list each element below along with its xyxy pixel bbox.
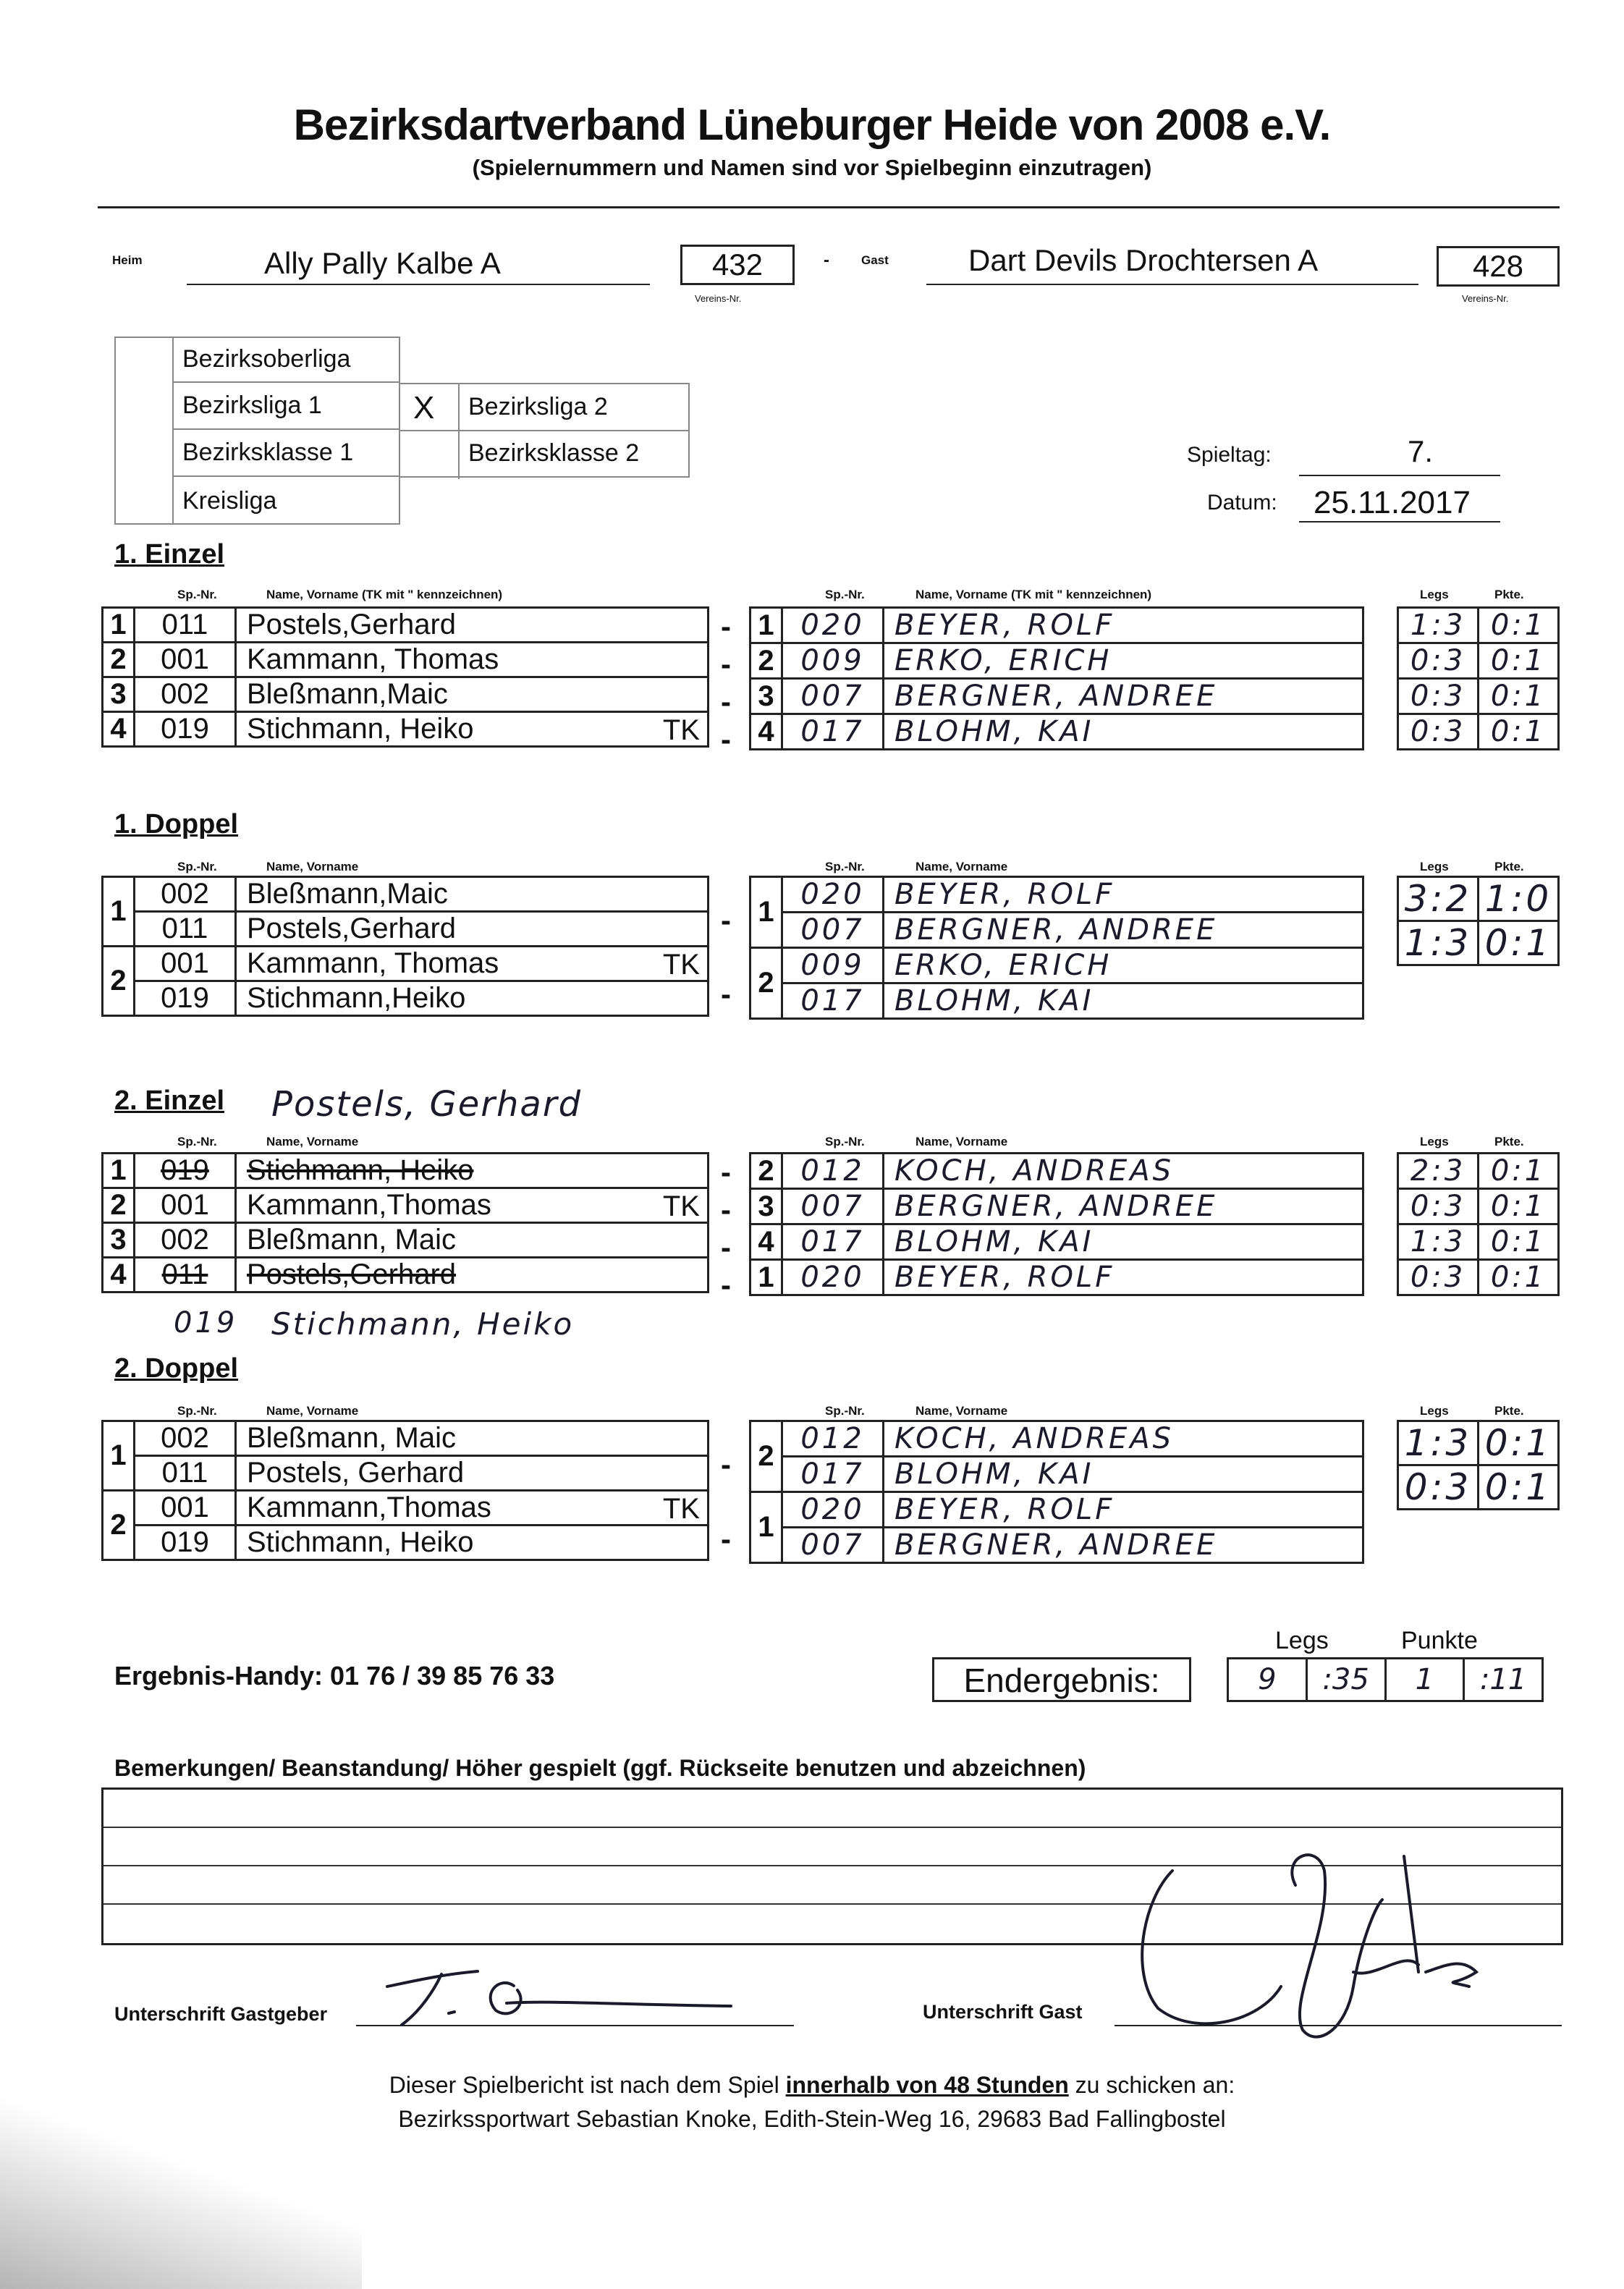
e2-pkte-hdr: Pkte. [1494, 1135, 1524, 1148]
table-row [750, 1154, 1363, 1189]
player-name-text: Stichmann, Heiko [247, 713, 474, 745]
table-row [750, 1492, 1363, 1528]
pair-number: 1 [103, 877, 135, 947]
einzel2-score-table [1397, 1152, 1560, 1296]
player-name-text: Kammann,Thomas [247, 1492, 491, 1523]
home-team: Ally Pally Kalbe A [264, 246, 501, 280]
row-number: 4 [103, 1258, 135, 1292]
legs-score: 0:3 [1398, 1465, 1479, 1510]
player-name: BERGNER, ANDREE [884, 1189, 1363, 1224]
spieltag-line [1299, 475, 1500, 476]
player-name [236, 677, 709, 712]
footer-line-1 [0, 2072, 1624, 2099]
player-name: BERGNER, ANDREE [884, 679, 1363, 714]
league-kreisliga[interactable]: Kreisliga [182, 486, 277, 515]
table-row [1398, 1189, 1559, 1224]
row-number: 2 [103, 1188, 135, 1223]
table-row [103, 947, 709, 981]
legs-score: 0:3 [1398, 714, 1479, 750]
tk-mark: TK [662, 1493, 700, 1525]
table-row [750, 877, 1363, 913]
player-name: KOCH, ANDREAS [884, 1421, 1363, 1457]
table-row [1398, 608, 1559, 643]
player-number: 011 [135, 608, 236, 643]
e1-pkte-hdr: Pkte. [1494, 588, 1524, 601]
player-number: 011 [135, 1258, 236, 1292]
result-legs-label: Legs [1275, 1627, 1329, 1654]
player-name: BEYER, ROLF [884, 1260, 1363, 1295]
datum-value: 25.11.2017 [1314, 485, 1471, 520]
player-name-text: Stichmann, Heiko [247, 1526, 474, 1558]
doppel2-home-table [101, 1420, 709, 1561]
player-name [236, 1456, 709, 1491]
table-row [1398, 1224, 1559, 1260]
player-number: 020 [782, 877, 884, 913]
legs-score: 3:2 [1398, 877, 1479, 921]
d2-dash-1: - [721, 1447, 731, 1481]
e1-dashes [721, 608, 731, 758]
player-name: BLOHM, KAI [884, 1457, 1363, 1492]
legs-score: 1:3 [1398, 921, 1479, 965]
einzel1-score-table [1397, 606, 1560, 750]
player-name: KOCH, ANDREAS [884, 1154, 1363, 1189]
points-score: 0:1 [1479, 679, 1559, 714]
doppel2-guest-table [749, 1420, 1364, 1564]
d1-home-spnr-hdr: Sp.-Nr. [177, 860, 217, 873]
player-name: BLOHM, KAI [884, 714, 1363, 750]
row-number: 2 [750, 1154, 782, 1189]
player-number: 019 [135, 1154, 236, 1188]
table-row [1398, 714, 1559, 750]
d2-pkte-hdr: Pkte. [1494, 1404, 1524, 1418]
player-name: BLOHM, KAI [884, 1224, 1363, 1260]
player-name-text: Bleßmann,Maic [247, 878, 448, 910]
d2-guest-name-hdr: Name, Vorname [915, 1404, 1008, 1418]
player-number: 002 [135, 677, 236, 712]
league-bezirksklasse-2[interactable]: Bezirksklasse 2 [468, 439, 640, 467]
tk-mark: TK [662, 1190, 700, 1222]
points-score: 0:1 [1479, 643, 1559, 679]
row-number: 4 [103, 712, 135, 747]
table-row [103, 1456, 709, 1491]
player-name [236, 1223, 709, 1258]
row-number: 1 [750, 608, 782, 643]
player-number: 002 [135, 877, 236, 912]
e1-home-name-hdr: Name, Vorname (TK mit " kennzeichnen) [266, 588, 503, 601]
table-row [103, 608, 709, 643]
final-legs-guest: :35 [1306, 1659, 1384, 1700]
table-row [1398, 679, 1559, 714]
player-name: BERGNER, ANDREE [884, 1528, 1363, 1563]
player-name [236, 1258, 709, 1292]
final-points-guest: :11 [1463, 1659, 1541, 1700]
player-name-text: Postels,Gerhard [247, 609, 457, 640]
player-number: 019 [135, 981, 236, 1016]
table-row [750, 913, 1363, 948]
row-number: 1 [750, 1260, 782, 1295]
einzel1-home-table [101, 606, 709, 748]
e1-legs-hdr: Legs [1420, 588, 1449, 601]
pair-number: 2 [103, 947, 135, 1016]
host-signature-label: Unterschrift Gastgeber [114, 2003, 328, 2025]
points-score: 1:0 [1479, 877, 1559, 921]
player-name-text: Stichmann,Heiko [247, 982, 466, 1014]
replacement-player-name: Stichmann, Heiko [271, 1306, 575, 1342]
d1-legs-hdr: Legs [1420, 860, 1449, 873]
home-club-no: 432 [680, 245, 795, 285]
table-row [750, 608, 1363, 643]
e1-guest-name-hdr: Name, Vorname (TK mit " kennzeichnen) [915, 588, 1152, 601]
pair-number: 1 [750, 1492, 782, 1563]
e2-guest-name-hdr: Name, Vorname [915, 1135, 1008, 1148]
player-number: 011 [135, 1456, 236, 1491]
legs-score: 1:3 [1398, 608, 1479, 643]
player-name [236, 877, 709, 912]
player-number: 019 [135, 712, 236, 747]
dash: - [721, 1155, 731, 1189]
doppel1-score-table [1397, 876, 1560, 966]
row-number: 1 [103, 1154, 135, 1188]
document-subtitle: (Spielernummern und Namen sind vor Spielbeginn einzutragen) [472, 155, 1152, 180]
player-number: 001 [135, 643, 236, 677]
table-row [1398, 1260, 1559, 1295]
player-number: 020 [782, 1260, 884, 1295]
table-row [103, 1526, 709, 1560]
result-points-label: Punkte [1401, 1627, 1478, 1654]
table-row [750, 1421, 1363, 1457]
datum-line [1299, 521, 1500, 522]
player-number: 007 [782, 1189, 884, 1224]
final-points-home: 1 [1384, 1659, 1463, 1700]
player-number: 009 [782, 948, 884, 983]
dash: - [721, 647, 731, 681]
player-number: 007 [782, 679, 884, 714]
player-number: 012 [782, 1421, 884, 1457]
spieltag-label: Spieltag: [1187, 443, 1272, 467]
player-number: 001 [135, 1188, 236, 1223]
table-row [750, 1457, 1363, 1492]
pair-number: 1 [103, 1421, 135, 1491]
player-number: 020 [782, 608, 884, 643]
d2-home-spnr-hdr: Sp.-Nr. [177, 1404, 217, 1418]
einzel1-guest-table [749, 606, 1364, 750]
tk-mark: TK [662, 949, 700, 981]
row-number: 3 [750, 679, 782, 714]
pair-number: 2 [103, 1491, 135, 1560]
table-row [750, 1189, 1363, 1224]
footer-line-2: Bezirkssportwart Sebastian Knoke, Edith-Stein-Weg 16, 29683 Bad Fallingbostel [398, 2106, 1226, 2132]
table-row [103, 1421, 709, 1456]
d1-dash-2: - [721, 977, 731, 1011]
home-club-no-label: Vereins-Nr. [695, 293, 742, 304]
player-name-text: Bleßmann, Maic [247, 1422, 456, 1454]
remarks-line [103, 1827, 1561, 1828]
table-row [750, 1224, 1363, 1260]
table-row [103, 677, 709, 712]
player-number: 017 [782, 1457, 884, 1492]
player-number: 019 [135, 1526, 236, 1560]
player-name [236, 1526, 709, 1560]
table-row [750, 1260, 1363, 1295]
player-name-text: Kammann, Thomas [247, 947, 499, 979]
doppel1-title: 1. Doppel [114, 809, 239, 839]
legs-score: 2:3 [1398, 1154, 1479, 1189]
dash: - [721, 1230, 731, 1264]
player-name-text: Bleßmann, Maic [247, 1224, 456, 1256]
player-number: 017 [782, 714, 884, 750]
league-bezirksoberliga[interactable]: Bezirksoberliga [172, 337, 400, 383]
player-name-text: Stichmann, Heiko [247, 1154, 474, 1186]
table-row [1398, 643, 1559, 679]
points-score: 0:1 [1479, 1465, 1559, 1510]
guest-club-no: 428 [1437, 246, 1560, 287]
player-name [236, 1491, 709, 1526]
points-score: 0:1 [1479, 1154, 1559, 1189]
player-number: 009 [782, 643, 884, 679]
einzel2-title: 2. Einzel [114, 1086, 225, 1116]
player-name: BEYER, ROLF [884, 1492, 1363, 1528]
einzel2-home-table [101, 1152, 709, 1293]
table-row [103, 912, 709, 947]
player-number: 020 [782, 1492, 884, 1528]
points-score: 0:1 [1479, 1189, 1559, 1224]
table-row [750, 643, 1363, 679]
e1-guest-spnr-hdr: Sp.-Nr. [825, 588, 865, 601]
player-name [236, 1188, 709, 1223]
player-name-text: Kammann, Thomas [247, 643, 499, 675]
d1-guest-spnr-hdr: Sp.-Nr. [825, 860, 865, 873]
table-row [750, 714, 1363, 750]
player-name-text: Kammann,Thomas [247, 1189, 491, 1221]
einzel2-handwritten-note: Postels, Gerhard [271, 1084, 583, 1125]
player-name [236, 1154, 709, 1188]
home-label: Heim [112, 253, 143, 267]
row-number: 1 [103, 608, 135, 643]
row-number: 2 [103, 643, 135, 677]
player-number: 001 [135, 947, 236, 981]
doppel1-guest-table [749, 876, 1364, 1020]
player-name [236, 981, 709, 1016]
player-name-text: Postels, Gerhard [247, 1457, 465, 1489]
footer-text: Dieser Spielbericht ist nach dem Spiel [389, 2072, 779, 2098]
player-name-text: Postels,Gerhard [247, 1258, 457, 1290]
d1-guest-name-hdr: Name, Vorname [915, 860, 1008, 873]
table-row [103, 1188, 709, 1223]
result-phone: Ergebnis-Handy: 01 76 / 39 85 76 33 [114, 1661, 555, 1691]
table-row [103, 981, 709, 1016]
remarks-label: Bemerkungen/ Beanstandung/ Höher gespielt (ggf. Rückseite benutzen und abzeichnen) [114, 1755, 1086, 1781]
row-number: 3 [103, 1223, 135, 1258]
table-row [103, 877, 709, 912]
dash: - [721, 722, 731, 756]
player-number: 007 [782, 913, 884, 948]
guest-signature-label: Unterschrift Gast [923, 2001, 1083, 2023]
e2-guest-spnr-hdr: Sp.-Nr. [825, 1135, 865, 1148]
table-row [750, 948, 1363, 983]
player-name [236, 643, 709, 677]
player-name: ERKO, ERICH [884, 643, 1363, 679]
d2-legs-hdr: Legs [1420, 1404, 1449, 1418]
home-team-line [187, 284, 650, 285]
document-title: Bezirksdartverband Lüneburger Heide von 2008 e.V. [293, 101, 1331, 149]
legs-score: 0:3 [1398, 643, 1479, 679]
vs-separator: - [824, 250, 829, 270]
final-result-label: Endergebnis: [932, 1657, 1191, 1702]
player-name: BEYER, ROLF [884, 608, 1363, 643]
einzel1-title: 1. Einzel [114, 539, 225, 570]
player-number: 002 [135, 1223, 236, 1258]
d2-guest-spnr-hdr: Sp.-Nr. [825, 1404, 865, 1418]
player-name: ERKO, ERICH [884, 948, 1363, 983]
e2-legs-hdr: Legs [1420, 1135, 1449, 1148]
pair-number: 2 [750, 1421, 782, 1492]
guest-club-no-label: Vereins-Nr. [1462, 293, 1509, 304]
league-selector-right [400, 383, 690, 478]
points-score: 0:1 [1479, 1421, 1559, 1465]
player-name [236, 947, 709, 981]
spieltag-value: 7. [1408, 434, 1434, 468]
dash: - [721, 1193, 731, 1227]
table-row [750, 1528, 1363, 1563]
dash: - [721, 685, 731, 719]
row-number: 4 [750, 714, 782, 750]
table-row [103, 1223, 709, 1258]
datum-label: Datum: [1207, 491, 1277, 515]
final-legs-home: 9 [1258, 1663, 1277, 1696]
points-score: 0:1 [1479, 921, 1559, 965]
player-name-text: Postels,Gerhard [247, 913, 457, 944]
table-row [750, 679, 1363, 714]
league-mark: X [413, 390, 435, 426]
guest-signature [1115, 1842, 1505, 2052]
points-score: 0:1 [1479, 1260, 1559, 1295]
e2-home-spnr-hdr: Sp.-Nr. [177, 1135, 217, 1148]
league-bezirksliga-1[interactable]: Bezirksliga 1 [172, 383, 400, 430]
player-number: 011 [135, 912, 236, 947]
table-row [103, 1491, 709, 1526]
player-name-text: Bleßmann,Maic [247, 678, 448, 710]
dash: - [721, 1268, 731, 1302]
footer-emphasis: innerhalb von 48 Stunden [785, 2072, 1069, 2098]
table-row [750, 983, 1363, 1019]
host-signature [362, 1954, 738, 2034]
table-row [103, 643, 709, 677]
legs-score: 1:3 [1398, 1224, 1479, 1260]
replacement-player-number: 019 [174, 1306, 238, 1340]
pair-number: 2 [750, 948, 782, 1019]
player-number: 002 [135, 1421, 236, 1456]
table-row [1398, 1154, 1559, 1189]
d2-home-name-hdr: Name, Vorname [266, 1404, 359, 1418]
doppel2-score-table [1397, 1420, 1560, 1510]
legs-score: 0:3 [1398, 1260, 1479, 1295]
guest-label: Gast [861, 253, 889, 267]
table-row [103, 1154, 709, 1188]
row-number: 4 [750, 1224, 782, 1260]
player-number: 017 [782, 1224, 884, 1260]
einzel2-guest-table [749, 1152, 1364, 1296]
guest-team-line [926, 284, 1418, 285]
player-number: 007 [782, 1528, 884, 1563]
final-result-box [1227, 1657, 1544, 1702]
points-score: 0:1 [1479, 608, 1559, 643]
player-name: BLOHM, KAI [884, 983, 1363, 1019]
d1-home-name-hdr: Name, Vorname [266, 860, 359, 873]
table-row [103, 712, 709, 747]
pair-number: 1 [750, 877, 782, 948]
points-score: 0:1 [1479, 714, 1559, 750]
league-bezirksliga-2[interactable]: Bezirksliga 2 [468, 393, 608, 420]
player-name [236, 1421, 709, 1456]
d1-dash-1: - [721, 903, 731, 937]
row-number: 3 [750, 1189, 782, 1224]
e2-dashes [721, 1154, 731, 1304]
dash: - [721, 609, 731, 643]
player-number: 012 [782, 1154, 884, 1189]
player-name: BEYER, ROLF [884, 877, 1363, 913]
league-bezirksklasse-1[interactable]: Bezirksklasse 1 [172, 430, 400, 477]
points-score: 0:1 [1479, 1224, 1559, 1260]
player-name [236, 912, 709, 947]
header-divider [98, 206, 1560, 208]
player-number: 017 [782, 983, 884, 1019]
legs-score: 0:3 [1398, 679, 1479, 714]
player-name [236, 608, 709, 643]
player-name [236, 712, 709, 747]
e2-home-name-hdr: Name, Vorname [266, 1135, 359, 1148]
doppel1-home-table [101, 876, 709, 1017]
guest-team: Dart Devils Drochtersen A [968, 243, 1319, 277]
legs-score: 0:3 [1398, 1189, 1479, 1224]
legs-score: 1:3 [1398, 1421, 1479, 1465]
row-number: 3 [103, 677, 135, 712]
player-name: BERGNER, ANDREE [884, 913, 1363, 948]
table-row [103, 1258, 709, 1292]
row-number: 2 [750, 643, 782, 679]
e1-home-spnr-hdr: Sp.-Nr. [177, 588, 217, 601]
league-selector [114, 337, 400, 525]
d2-dash-2: - [721, 1522, 731, 1556]
player-number: 001 [135, 1491, 236, 1526]
tk-mark: TK [662, 714, 700, 746]
doppel2-title: 2. Doppel [114, 1353, 239, 1384]
footer-text: zu schicken an: [1075, 2072, 1235, 2098]
d1-pkte-hdr: Pkte. [1494, 860, 1524, 873]
